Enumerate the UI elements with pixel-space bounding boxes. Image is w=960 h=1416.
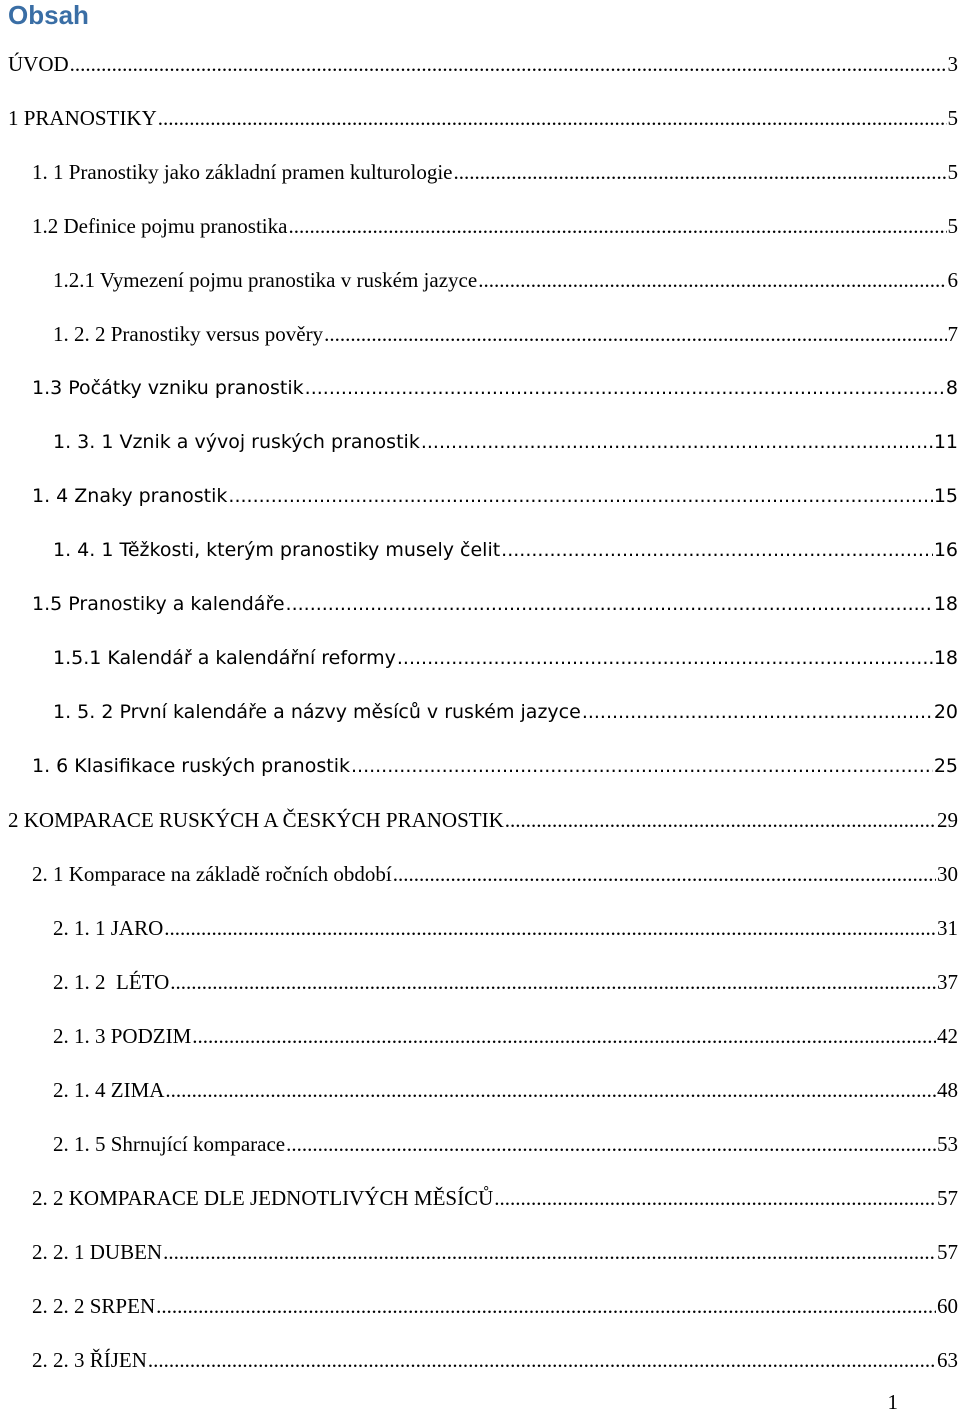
toc-entry[interactable] bbox=[32, 858, 958, 890]
toc-entry[interactable] bbox=[8, 48, 958, 80]
toc-entry-label: 2. 2. 2 SRPEN bbox=[32, 1294, 156, 1318]
toc-entry-page: 8 bbox=[945, 377, 958, 399]
toc-leader-dots bbox=[478, 264, 946, 296]
toc-leader-dots bbox=[582, 696, 933, 728]
toc-entry-page: 18 bbox=[933, 593, 958, 615]
toc-entry-label: 1.2.1 Vymezení pojmu pranostika v ruském jazyce bbox=[53, 268, 478, 292]
toc-leader-dots bbox=[70, 48, 947, 80]
toc-entry[interactable] bbox=[53, 1128, 958, 1160]
toc-leader-dots bbox=[192, 1020, 936, 1052]
toc-entry[interactable] bbox=[53, 966, 958, 998]
toc-entry[interactable] bbox=[32, 1236, 958, 1268]
toc-leader-dots bbox=[286, 588, 933, 620]
toc-leader-dots bbox=[421, 426, 933, 458]
toc-entry-page: 18 bbox=[933, 647, 958, 669]
toc-entry[interactable] bbox=[8, 102, 958, 134]
toc-entry-page: 29 bbox=[937, 808, 958, 832]
toc-leader-dots bbox=[351, 750, 933, 782]
toc-entry-page: 37 bbox=[937, 970, 958, 994]
toc-entry-label: 1. 4 Znaky pranostik bbox=[32, 485, 228, 507]
toc-leader-dots bbox=[397, 642, 933, 674]
toc-leader-dots bbox=[228, 480, 932, 512]
toc-entry-label: 1. 2. 2 Pranostiky versus pověry bbox=[53, 322, 324, 346]
toc-entry-page: 25 bbox=[933, 755, 958, 777]
toc-entry-page: 30 bbox=[937, 862, 958, 886]
toc-entry-label: 1. 1 Pranostiky jako základní pramen kulturologie bbox=[32, 160, 453, 184]
toc-entry[interactable] bbox=[32, 480, 958, 512]
toc-entry-label: ÚVOD bbox=[8, 52, 69, 76]
toc-entry-page: 15 bbox=[933, 485, 958, 507]
toc-entry[interactable] bbox=[8, 804, 958, 836]
toc-entry-page: 60 bbox=[937, 1294, 958, 1318]
toc-entry-page: 11 bbox=[933, 431, 958, 453]
toc-entry[interactable] bbox=[32, 156, 958, 188]
toc-entry-page: 57 bbox=[937, 1186, 958, 1210]
toc-entry-page: 5 bbox=[947, 106, 958, 130]
toc-entry[interactable] bbox=[53, 426, 958, 458]
toc-entry-page: 7 bbox=[947, 322, 958, 346]
page-title: Obsah bbox=[8, 0, 89, 30]
toc-leader-dots bbox=[494, 1182, 936, 1214]
toc-entry-page: 31 bbox=[937, 916, 958, 940]
toc-leader-dots bbox=[148, 1344, 936, 1376]
toc-entry[interactable] bbox=[53, 696, 958, 728]
toc-entry-label: 2. 1. 5 Shrnující komparace bbox=[53, 1132, 286, 1156]
toc-entry-label: 2. 1. 2 LÉTO bbox=[53, 970, 170, 994]
toc-entry-label: 1. 6 Klasifikace ruských pranostik bbox=[32, 755, 350, 777]
toc-entry-label: 1. 4. 1 Těžkosti, kterým pranostiky musely čelit bbox=[53, 539, 501, 561]
toc-leader-dots bbox=[163, 1236, 936, 1268]
toc-entry[interactable] bbox=[32, 372, 958, 404]
toc-leader-dots bbox=[505, 804, 936, 836]
toc-entry-label: 1.3 Počátky vzniku pranostik bbox=[32, 377, 304, 399]
toc-leader-dots bbox=[501, 534, 933, 566]
toc-entry[interactable] bbox=[32, 1344, 958, 1376]
toc-entry-label: 2. 1. 1 JARO bbox=[53, 916, 164, 940]
toc-entry-page: 16 bbox=[933, 539, 958, 561]
toc-entry-label: 2. 2 KOMPARACE DLE JEDNOTLIVÝCH MĚSÍCŮ bbox=[32, 1186, 494, 1210]
toc-leader-dots bbox=[158, 102, 947, 134]
toc-entry[interactable] bbox=[32, 1182, 958, 1214]
toc-entry-label: 2 KOMPARACE RUSKÝCH A ČESKÝCH PRANOSTIK bbox=[8, 808, 504, 832]
toc-entry[interactable] bbox=[32, 588, 958, 620]
toc-entry-page: 42 bbox=[937, 1024, 958, 1048]
toc-entry[interactable] bbox=[32, 750, 958, 782]
toc-leader-dots bbox=[156, 1290, 936, 1322]
toc-entry[interactable] bbox=[53, 912, 958, 944]
toc-entry[interactable] bbox=[53, 1020, 958, 1052]
toc-entry-page: 53 bbox=[937, 1132, 958, 1156]
toc-entry-label: 1.5 Pranostiky a kalendáře bbox=[32, 593, 285, 615]
toc-leader-dots bbox=[164, 912, 936, 944]
toc-entry-label: 2. 2. 3 ŘÍJEN bbox=[32, 1348, 147, 1372]
toc-entry[interactable] bbox=[53, 642, 958, 674]
toc-entry-label: 1. 3. 1 Vznik a vývoj ruských pranostik bbox=[53, 431, 420, 453]
toc-leader-dots bbox=[170, 966, 936, 998]
toc-entry-page: 63 bbox=[937, 1348, 958, 1372]
toc-entry-label: 2. 2. 1 DUBEN bbox=[32, 1240, 163, 1264]
toc-entry-page: 57 bbox=[937, 1240, 958, 1264]
toc-entry-label: 1 PRANOSTIKY bbox=[8, 106, 157, 130]
toc-entry-label: 1.2 Definice pojmu pranostika bbox=[32, 214, 288, 238]
toc-entry[interactable] bbox=[53, 1074, 958, 1106]
toc-entry-label: 2. 1. 4 ZIMA bbox=[53, 1078, 165, 1102]
toc-entry-label: 1.5.1 Kalendář a kalendářní reformy bbox=[53, 647, 396, 669]
toc-entry-label: 1. 5. 2 První kalendáře a názvy měsíců v ruském jazyce bbox=[53, 701, 581, 723]
toc-entry-page: 3 bbox=[947, 52, 958, 76]
toc-entry[interactable] bbox=[32, 1290, 958, 1322]
toc-leader-dots bbox=[305, 372, 945, 404]
toc-leader-dots bbox=[324, 318, 946, 350]
toc-leader-dots bbox=[393, 858, 936, 890]
toc-leader-dots bbox=[288, 210, 946, 242]
toc-entry-page: 5 bbox=[947, 160, 958, 184]
toc-entry-label: 2. 1 Komparace na základě ročních období bbox=[32, 862, 392, 886]
toc-leader-dots bbox=[165, 1074, 936, 1106]
toc-entry[interactable] bbox=[32, 210, 958, 242]
toc-entry-page: 48 bbox=[937, 1078, 958, 1102]
toc-entry[interactable] bbox=[53, 318, 958, 350]
toc-entry[interactable] bbox=[53, 534, 958, 566]
toc-leader-dots bbox=[454, 156, 947, 188]
toc-entry-page: 6 bbox=[947, 268, 958, 292]
page-number: 1 bbox=[887, 1390, 898, 1414]
toc-entry-page: 5 bbox=[947, 214, 958, 238]
toc-entry-label: 2. 1. 3 PODZIM bbox=[53, 1024, 192, 1048]
toc-leader-dots bbox=[286, 1128, 936, 1160]
toc-entry[interactable] bbox=[53, 264, 958, 296]
toc-entry-page: 20 bbox=[933, 701, 958, 723]
